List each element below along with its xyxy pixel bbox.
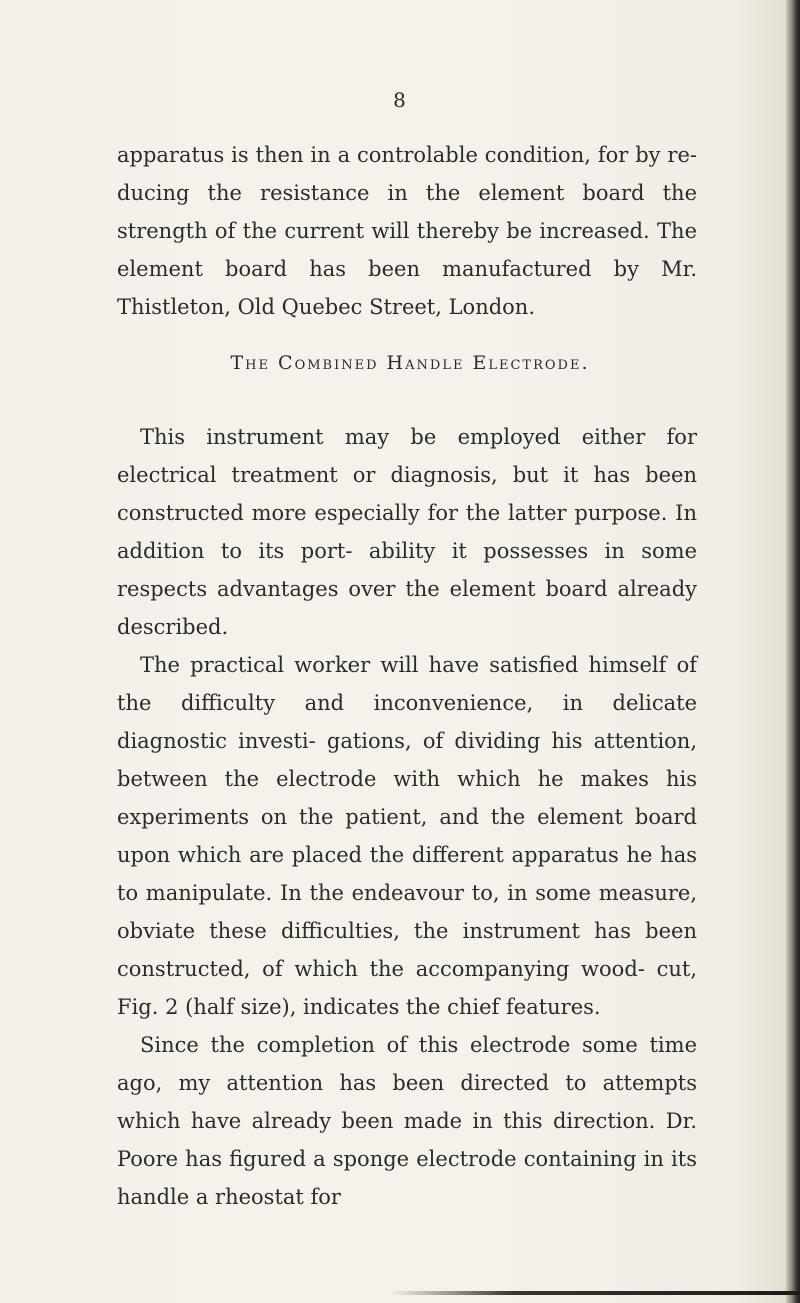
paragraph: The practical worker will have satisfied himself of the difficulty and inconvenience, in delicate diagnostic investi- gations, of dividing his attention, between the electrode with which he makes his experiments on the patient, and the element board upon which are placed the different apparatus he has to manipulate. In the endeavour to, in some measure, obviate these difficulties, the instrument has been constructed, of which the accompanying wood- cut, Fig. 2 (half size), indicates the chief features. [117,653,697,1019]
page-number: 8 [393,88,407,112]
paragraph: This instrument may be employed either for electrical treatment or diagnosis, but it has been constructed more especially for the latter purpose. In addition to its port- ability it possesses in some respects advantages over the element board already described. [117,425,697,639]
section-heading: The Combined Handle Electrode. [230,352,590,374]
main-text-block [117,418,697,1216]
page-binding-edge [786,0,800,1303]
page-bottom-shadow [390,1291,800,1295]
intro-text-block [117,136,697,326]
paragraph: Since the completion of this electrode some time ago, my attention has been directed to attempts which have already been made in this direction. Dr. Poore has figured a sponge electrode containing in its handle a rheostat for [117,1033,697,1209]
paragraph-intro: apparatus is then in a controlable condition, for by re- ducing the resistance in the element board the strength of the current will thereby be increased. The element board has been manufactured by Mr. Thistleton, Old Quebec Street, London. [117,143,697,319]
